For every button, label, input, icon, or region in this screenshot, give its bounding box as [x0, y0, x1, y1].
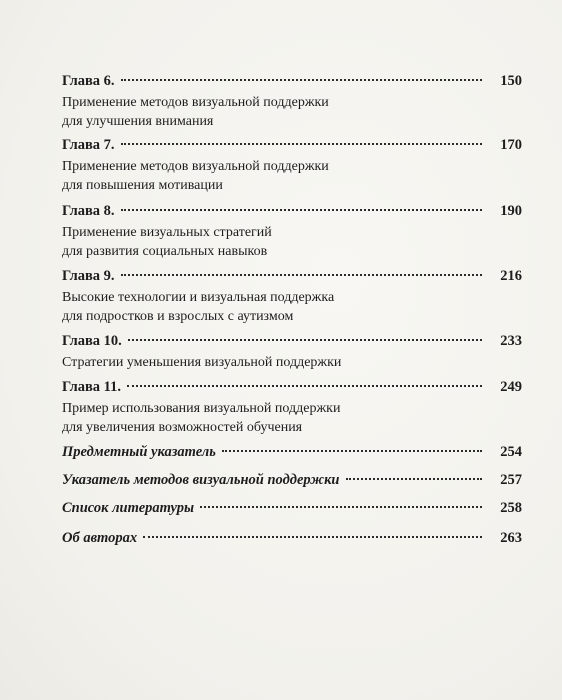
toc-entry-bibliography[interactable]: [62, 497, 522, 519]
description-line: Стратегии уменьшения визуальной поддержки: [62, 355, 342, 370]
chapter-title: Глава 6.: [62, 73, 115, 89]
page-number: 233: [500, 333, 522, 349]
chapter-description: [62, 288, 522, 326]
section-title: Предметный указатель: [62, 444, 216, 460]
page-number: 216: [500, 268, 522, 284]
dot-leader: [143, 536, 482, 538]
page-number: 258: [500, 500, 522, 516]
page-number: 254: [500, 444, 522, 460]
dot-leader: [121, 79, 482, 81]
description-line: Высокие технологии и визуальная поддержка: [62, 290, 335, 305]
chapter-description: [62, 223, 522, 261]
page-number: 190: [500, 203, 522, 219]
toc-entry-chapter-11[interactable]: [62, 376, 522, 437]
page-number: 257: [500, 472, 522, 488]
toc-entry-about-authors[interactable]: [62, 527, 522, 549]
section-title: Указатель методов визуальной поддержки: [62, 472, 340, 488]
toc-entry-chapter-9[interactable]: [62, 265, 522, 326]
page-number: 150: [500, 73, 522, 89]
dot-leader: [121, 209, 482, 211]
chapter-title: Глава 7.: [62, 137, 115, 153]
chapter-title: Глава 10.: [62, 333, 122, 349]
chapter-title: Глава 9.: [62, 268, 115, 284]
toc-entry-chapter-7[interactable]: [62, 134, 522, 195]
chapter-title: Глава 11.: [62, 379, 122, 395]
chapter-description: [62, 353, 522, 372]
toc-entry-chapter-6[interactable]: [62, 70, 522, 131]
dot-leader: [346, 478, 483, 480]
description-line: Применение методов визуальной поддержки: [62, 95, 329, 110]
description-line: для подростков и взрослых с аутизмом: [62, 309, 294, 324]
description-line: Применение визуальных стратегий: [62, 225, 272, 240]
dot-leader: [121, 274, 482, 276]
page-number: 170: [500, 137, 522, 153]
description-line: для повышения мотивации: [62, 178, 223, 193]
toc-entry-subject-index[interactable]: [62, 441, 522, 463]
chapter-description: [62, 93, 522, 131]
description-line: для развития социальных навыков: [62, 244, 268, 259]
toc-entry-chapter-8[interactable]: [62, 200, 522, 261]
toc-entry-chapter-10[interactable]: [62, 330, 522, 372]
chapter-description: [62, 157, 522, 195]
description-line: Применение методов визуальной поддержки: [62, 159, 329, 174]
dot-leader: [222, 450, 482, 452]
section-title: Список литературы: [62, 500, 195, 516]
dot-leader: [127, 385, 482, 387]
chapter-title: Глава 8.: [62, 203, 115, 219]
dot-leader: [200, 506, 482, 508]
page-number: 249: [500, 379, 522, 395]
dot-leader: [128, 339, 482, 341]
toc-entry-methods-index[interactable]: [62, 469, 522, 491]
dot-leader: [121, 143, 482, 145]
section-title: Об авторах: [62, 530, 138, 546]
description-line: для увеличения возможностей обучения: [62, 420, 303, 435]
chapter-description: [62, 399, 522, 437]
description-line: для улучшения внимания: [62, 114, 214, 129]
description-line: Пример использования визуальной поддержки: [62, 401, 341, 416]
page-number: 263: [500, 530, 522, 546]
